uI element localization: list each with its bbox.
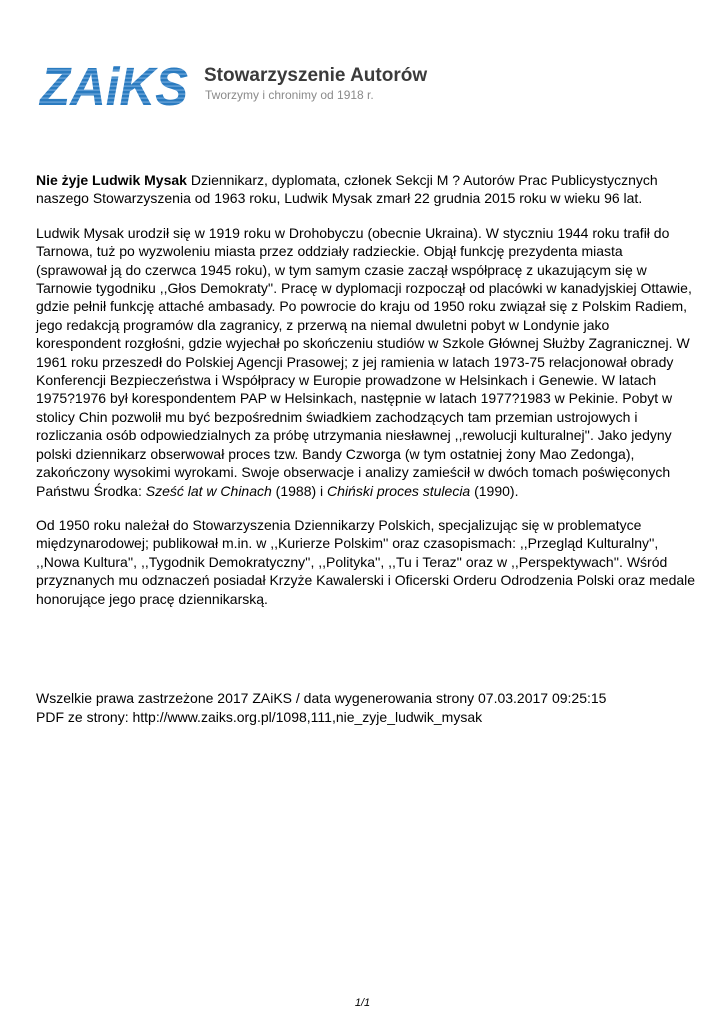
article-lead bbox=[36, 171, 696, 208]
article-body bbox=[36, 171, 696, 624]
footer bbox=[36, 689, 696, 726]
article-title: Nie żyje Ludwik Mysak bbox=[36, 172, 187, 188]
career-paragraph: Od 1950 roku należał do Stowarzyszenia Dziennikarzy Polskich, specjalizując się w problematyce międzynarodowej; publikował m.in. w ,,Kurierze Polskim'' oraz czasopismach: ,,Przegląd Kulturalny'', ,,Nowa Kultura'', ,,Tygodnik Demokratyczny'', ,,Polityka'', ,,Tu i Teraz'' oraz w ,,Perspektywach''. Wśród przyznanych mu odznaczeń posiadał Krzyże Kawalerski i Oficerski Orderu Odrodzenia Polski oraz medale honorujące jego pracę dziennikarską. bbox=[36, 516, 696, 607]
book-title-1: Sześć lat w Chinach bbox=[145, 482, 272, 499]
biography-text-2: (1988) i bbox=[271, 482, 328, 499]
logo-text: ZAiKS bbox=[38, 57, 189, 111]
book-title-2: Chiński proces stulecia bbox=[327, 482, 471, 499]
biography-paragraph bbox=[36, 224, 696, 500]
source-url-line: PDF ze strony: http://www.zaiks.org.pl/1098,111,nie_zyje_ludwik_mysak bbox=[36, 708, 483, 725]
org-tagline: Tworzymy i chronimy od 1918 r. bbox=[205, 88, 374, 102]
zaiks-logo bbox=[38, 55, 190, 111]
org-name: Stowarzyszenie Autorów bbox=[204, 65, 428, 86]
biography-text: Ludwik Mysak urodził się w 1919 roku w Drohobyczu (obecnie Ukraina). W styczniu 1944 roku trafił do Tarnowa, tuż po wyzwoleniu miasta przez oddziały radzieckie. Objął funkcję prezydenta miasta (sprawował ją do czerwca 1945 roku), w tym samym czasie zaczął współpracę z ukazującym się w Tarnowie tygodniku ,,Głos Demokraty''. Pracę w dyplomacji rozpoczął od placówki w kanadyjskiej Ottawie, gdzie pełnił funkcję attaché ambasady. Po powrocie do kraju od 1950 roku związał się z Polskim Radiem, jego redakcją programów dla zagranicy, z przerwą na niemal dwuletni pobyt w Londynie jako korespondent rozgłośni, gdzie wyjechał po skończeniu studiów w Szkole Głównej Służby Zagranicznej. W 1961 roku przeszedł do Polskiej Agencji Prasowej; z jej ramienia w latach 1973-75 relacjonował obrady Konferencji Bezpieczeństwa i Współpracy w Europie prowadzone w Helsinkach i Genewie. W latach 1975?1976 był korespondentem PAP w Helsinkach, następnie w latach 1977?1983 w Pekinie. Pobyt w stolicy Chin pozwolił mu być bezpośrednim świadkiem zachodzących tam przemian ustrojowych i rozliczania osób odpowiedzialnych za próbę utrzymania niesławnej ,,rewolucji kulturalnej''. Jako jedyny polski dziennikarz obserwował proces tzw. Bandy Czworga (w tym ostatniej żony Mao Zedonga), zakończony wysokimi wyrokami. Swoje obserwacje i analizy zamieścił w dwóch tomach poświęconych Państwu Środka: bbox=[36, 224, 692, 499]
lead-text: Dziennikarz, dyplomata, członek Sekcji M ? Autorów Prac Publicystycznych naszego Stowarzyszenia od 1963 roku, Ludwik Mysak zmarł 22 grudnia 2015 roku w wieku 96 lat. bbox=[36, 172, 658, 207]
copyright-line: Wszelkie prawa zastrzeżone 2017 ZAiKS / data wygenerowania strony 07.03.2017 09:25:15 bbox=[36, 690, 607, 706]
header bbox=[38, 55, 458, 115]
page-number: 1/1 bbox=[354, 997, 371, 1009]
biography-text-3: (1990). bbox=[470, 482, 519, 499]
